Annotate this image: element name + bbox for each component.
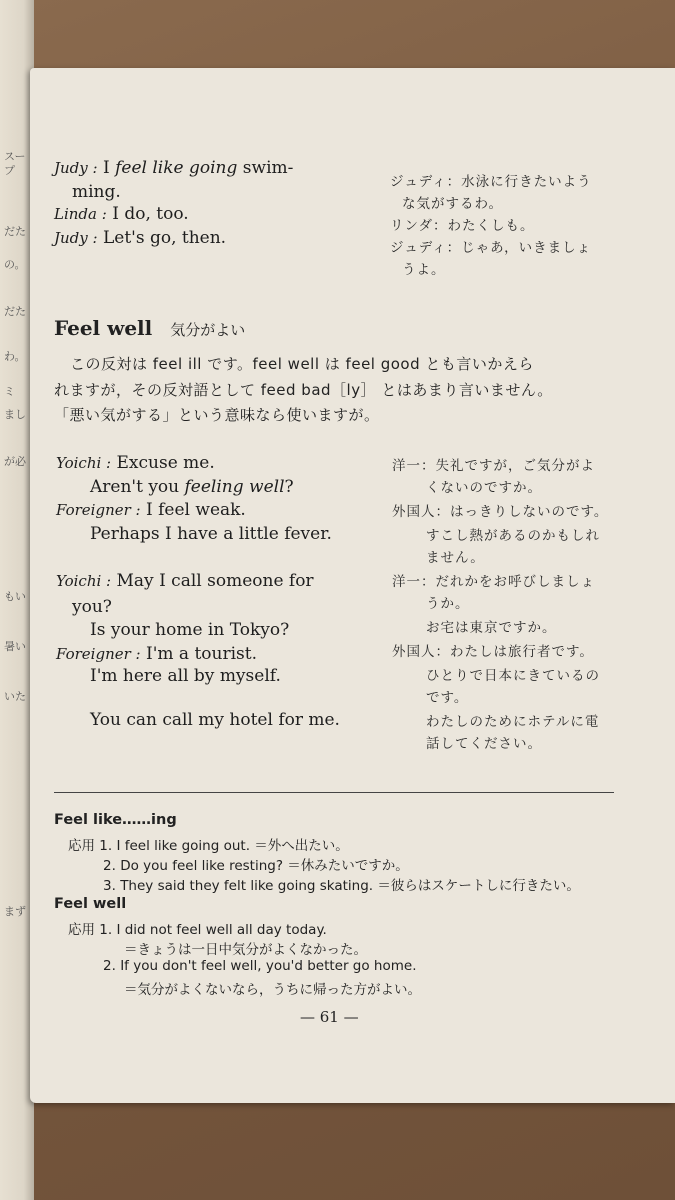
example-line [68,834,349,854]
translation-line: ジュディ：じゃあ，いきましょ [390,240,592,256]
dialogue-line [56,500,246,520]
line-text: I do, too. [112,204,189,224]
speaker-label: Judy : [54,229,98,247]
translation-line: わたしのためにホテルに電 [426,714,600,730]
translation-line: 外国人：わたしは旅行者です。 [392,644,594,660]
page-number: — 61 — [300,1008,359,1026]
dialogue-line [54,204,189,224]
line-text: Excuse me. [116,453,215,473]
translation-line: です。 [426,690,469,706]
prev-page-fragment: いた [4,690,26,703]
translation-line: お宅は東京ですか。 [426,620,557,636]
prev-page-fragment: 暑い [4,640,26,653]
line-text: Aren't you [90,477,185,497]
example-line [68,918,327,938]
example-group-title: Feel like……ing [54,812,177,828]
section-title: Feel well [54,316,153,340]
example-number: 応用 1. [68,922,113,938]
dialogue-line [56,571,314,591]
explanation-line: 「悪い気がする」という意味なら使いますが。 [54,406,380,424]
dialogue-line [54,228,226,248]
translation-line: な気がするわ。 [402,196,503,212]
prev-page-fragment: が必 [4,455,26,468]
dialogue-line [56,644,257,664]
line-text: ? [284,477,294,497]
dialogue-line [90,477,294,497]
prev-page-fragment: の。 [4,258,26,271]
line-text: May I call someone for [116,571,314,591]
dialogue-line: Is your home in Tokyo? [90,620,290,640]
example-line [103,854,409,874]
example-number: 2. [103,958,116,974]
prev-page-fragment: だた [4,225,26,238]
example-text: I did not feel well all day today. [116,922,327,938]
translation-line: くないのですか。 [426,480,542,496]
speaker-label: Foreigner : [56,645,141,663]
example-line [103,958,417,974]
translation-line: 洋一：失礼ですが，ご気分がよ [392,458,595,474]
line-text: Let's go, then. [102,228,227,248]
section-heading [54,316,245,340]
dialogue-line: you? [72,597,112,617]
section-divider [54,792,614,793]
example-translation: ＝きょうは一日中気分がよくなかった。 [124,942,367,958]
example-text: I feel like going out. ＝外へ出たい。 [116,838,349,854]
explanation-line: れますが，その反対語として feed bad［ly］ とはあまり言いません。 [54,381,553,399]
speaker-label: Yoichi : [56,454,112,472]
section-title-ja: 気分がよい [170,321,246,339]
prev-page-fragment: まし [4,408,26,421]
example-number: 2. [103,858,116,874]
prev-page-fragment: スープ [4,150,26,177]
dialogue-line [54,158,293,178]
line-text: swim- [237,158,294,178]
translation-line: ません。 [426,550,485,566]
line-text: I'm a tourist. [146,644,258,664]
example-line [103,874,580,894]
translation-line: 外国人：はっきりしないのです。 [392,504,609,520]
previous-page-edge [0,0,34,1200]
line-italic: feel like going [115,158,238,178]
translation-line: 洋一：だれかをお呼びしましょ [392,574,595,590]
prev-page-fragment: だた [4,305,26,318]
example-text: They said they felt like going skating. ＝彼らはスケートしに行きたい。 [120,878,580,894]
prev-page-fragment: まず [4,905,26,918]
prev-page-fragment: もい [4,590,26,603]
explanation-line: この反対は feel ill です。feel well は feel good とも言いかえら [70,355,534,373]
prev-page-fragment: ミ [4,385,15,398]
example-number: 3. [103,878,116,894]
line-text: I feel weak. [146,500,246,520]
dialogue-line-cont: ming. [72,182,121,202]
dialogue-line: You can call my hotel for me. [90,710,340,730]
speaker-label: Yoichi : [56,572,112,590]
translation-line: ひとりで日本にきているの [426,668,600,684]
speaker-label: Judy : [54,159,98,177]
translation-line: うか。 [426,596,470,612]
prev-page-fragment: わ。 [4,350,26,363]
line-italic: feeling well [184,477,285,497]
dialogue-line: Perhaps I have a little fever. [90,524,332,544]
example-group-title: Feel well [54,896,127,912]
translation-line: リンダ：わたくしも。 [390,218,535,234]
translation-line: ジュディ：水泳に行きたいよう [390,174,592,190]
dialogue-line [56,453,215,473]
dialogue-line: I'm here all by myself. [90,666,281,686]
example-translation: ＝気分がよくないなら，うちに帰った方がよい。 [124,982,421,998]
example-text: Do you feel like resting? ＝休みたいですか。 [120,858,409,874]
translation-line: すこし熱があるのかもしれ [426,528,600,544]
speaker-label: Foreigner : [56,501,141,519]
example-number: 応用 1. [68,838,113,854]
line-text: I [102,158,116,178]
translation-line: うよ。 [402,262,446,278]
example-text: If you don't feel well, you'd better go home. [120,958,417,974]
book-page [30,68,675,1103]
speaker-label: Linda : [54,205,107,223]
translation-line: 話してください。 [426,736,542,752]
